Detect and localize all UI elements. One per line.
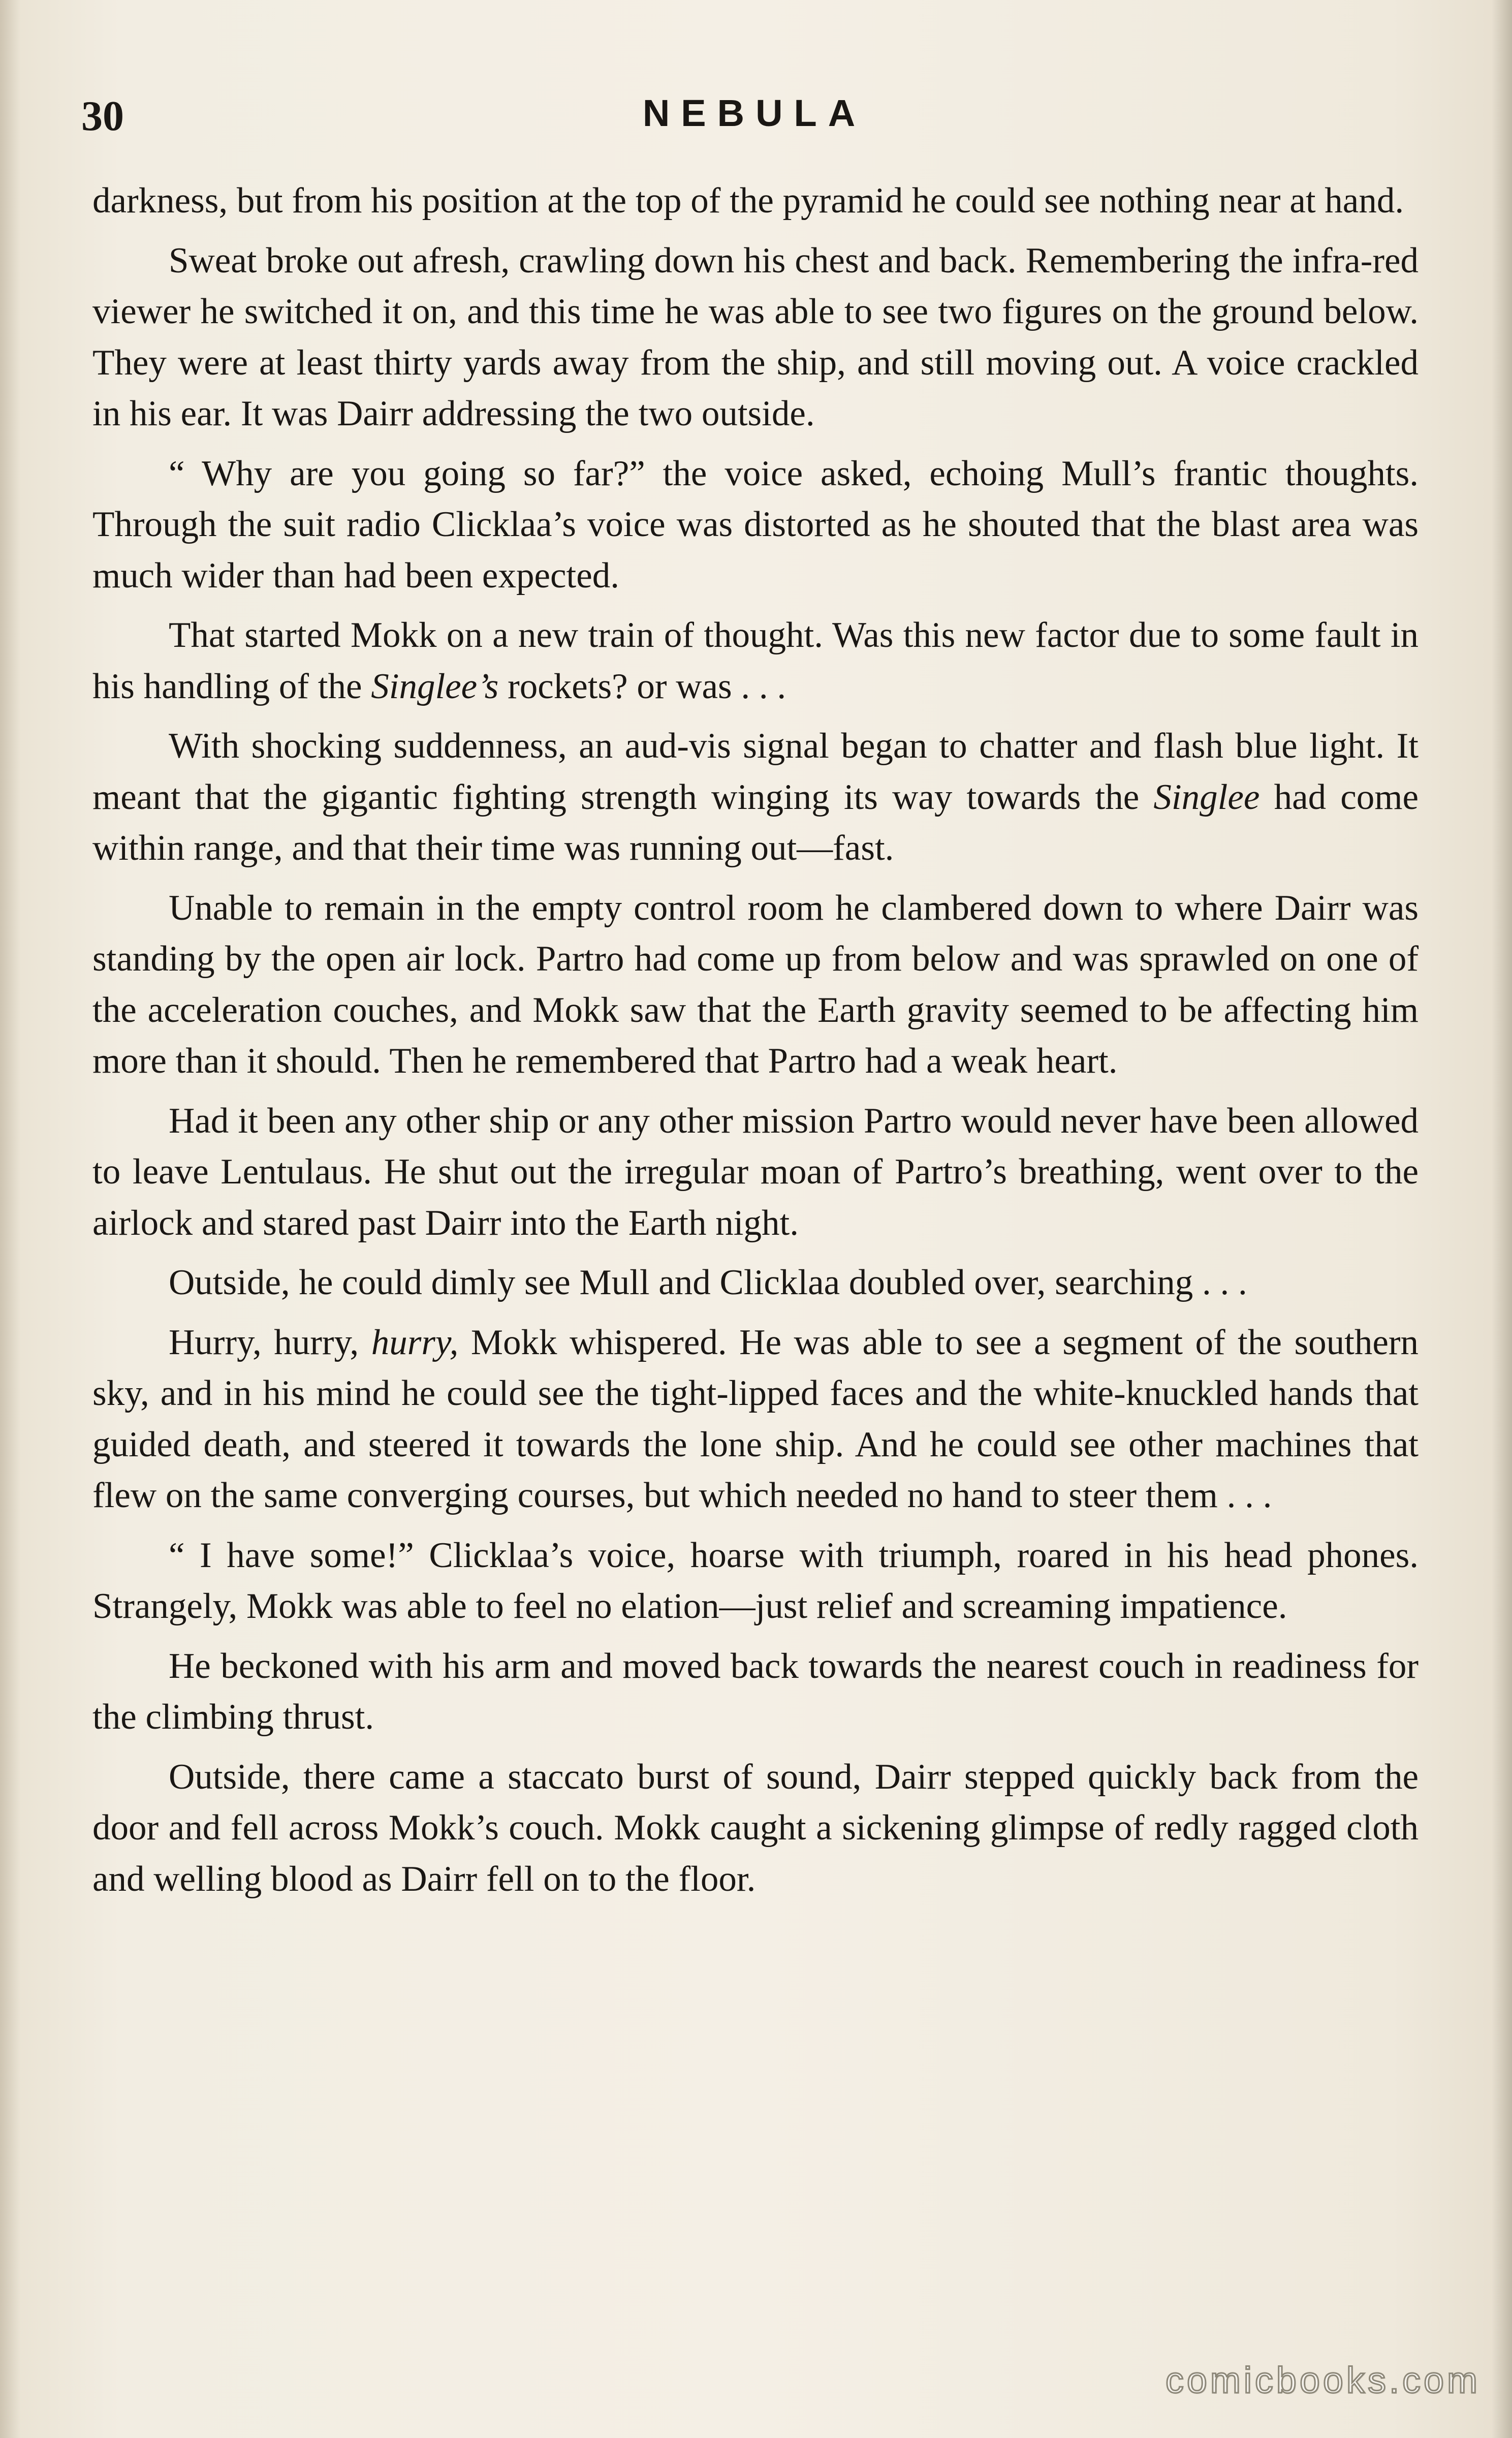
watermark: comicbooks.com — [1165, 2360, 1480, 2401]
page-edge-shadow-left — [0, 0, 20, 2438]
emphasis-italic: hurry, — [371, 1322, 459, 1362]
paragraph: He beckoned with his arm and moved back towards the nearest couch in readiness for the climbing thrust. — [92, 1646, 1419, 1737]
page-header — [81, 91, 1428, 147]
text-run: had come within range, and that their time was running out—fast. — [92, 777, 1419, 868]
paragraph — [92, 610, 1419, 712]
text-run: Hurry, hurry, — [169, 1322, 371, 1362]
paragraph: Outside, he could dimly see Mull and Clicklaa doubled over, searching . . . — [169, 1263, 1247, 1302]
paragraph — [92, 721, 1419, 874]
paragraph: darkness, but from his position at the top of the pyramid he could see nothing near at hand. — [92, 181, 1404, 221]
paragraph: Unable to remain in the empty control room he clambered down to where Dairr was standing by the open air lock. Partro had come up from below and was sprawled on one of the acceleration couches, and Mokk saw that the Earth gravity seemed to be affecting him more than it should. Then he remembered that Partro had a weak heart. — [92, 888, 1419, 1081]
paragraph: Had it been any other ship or any other mission Partro would never have been allowed to leave Lentulaus. He shut out the irregular moan of Partro’s breathing, went over to the airlock and stared past Dairr into the Earth night. — [92, 1101, 1419, 1243]
paragraph: Sweat broke out afresh, crawling down his chest and back. Remembering the infra-red viewer he switched it on, and this time he was able to see two figures on the ground below. They were at least thirty yards away from the ship, and still moving out. A voice crackled in his ear. It was Dairr addressing the two outside. — [92, 240, 1419, 433]
story-text — [92, 175, 1419, 1904]
text-run: rockets? or was . . . — [498, 666, 786, 706]
ship-name-italic: Singlee — [1153, 777, 1260, 817]
paragraph: “ I have some!” Clicklaa’s voice, hoarse with triumph, roared in his head phones. Strangely, Mokk was able to feel no elation—just relief and screaming impatience. — [92, 1535, 1419, 1626]
page-edge-shadow-right — [1492, 0, 1512, 2438]
page-number: 30 — [81, 92, 124, 140]
ship-name-italic: Singlee’s — [371, 666, 499, 706]
text-run: Mokk whispered. He was able to see a segment of the southern sky, and in his mind he could see the tight-lipped faces and the white-knuckled hands that guided death, and steered it towards the lone ship. And he could see other machines that flew on the same converging courses, but which needed no hand to steer them . . . — [92, 1322, 1419, 1515]
paragraph — [92, 1317, 1419, 1521]
text-run: That started Mokk on a new train of thought. Was this new factor due to some fault in his handling of the — [92, 615, 1419, 706]
running-head: NEBULA — [642, 92, 867, 134]
text-run: With shocking suddenness, an aud-vis signal began to chatter and flash blue light. It meant that the gigantic fighting strength winging its way towards the — [92, 726, 1419, 817]
paragraph: Outside, there came a staccato burst of sound, Dairr stepped quickly back from the door and fell across Mokk’s couch. Mokk caught a sickening glimpse of redly ragged cloth and welling blood as Dairr fell on to the floor. — [92, 1757, 1419, 1899]
paragraph: “ Why are you going so far?” the voice asked, echoing Mull’s frantic thoughts. Through the suit radio Clicklaa’s voice was distorted as he shouted that the blast area was much wider than had been expected. — [92, 453, 1419, 596]
